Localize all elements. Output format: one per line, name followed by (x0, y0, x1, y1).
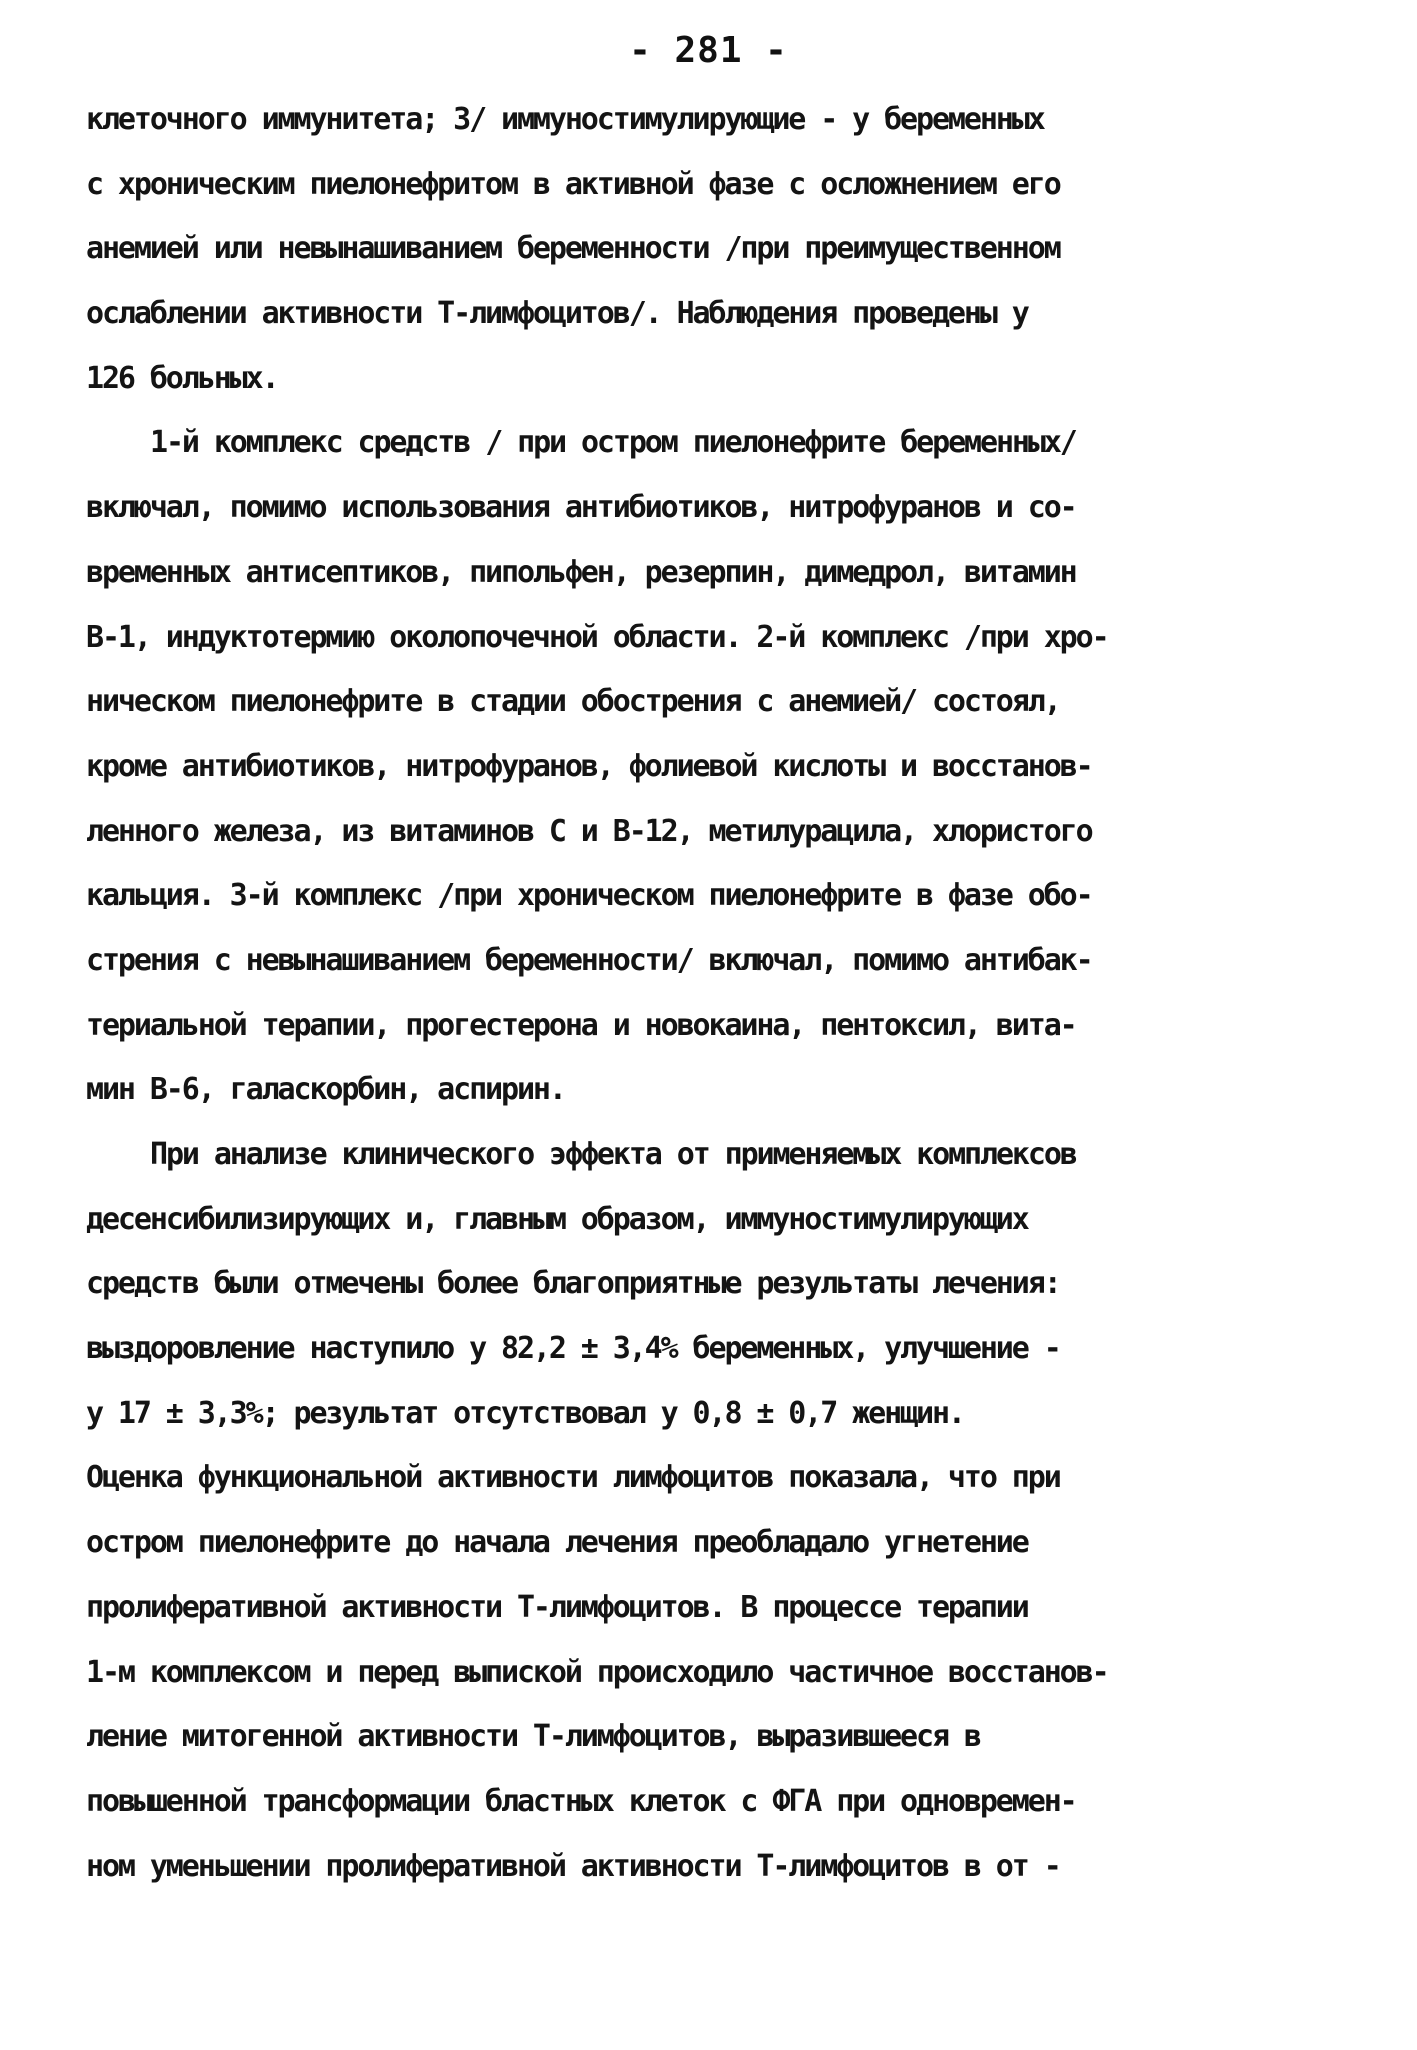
text-line: выздоровление наступило у 82,2 ± 3,4% беременных, улучшение - (86, 1331, 1060, 1367)
text-line: ленного железа, из витаминов С и В-12, метилурацила, хлористого (86, 813, 1092, 849)
text-line: стрения с невынашиванием беременности/ включал, помимо антибак- (86, 942, 1092, 978)
paragraph-start-line: При анализе клинического эффекта от применяемых комплексов (150, 1137, 1076, 1172)
text-line: остром пиелонефрите до начала лечения преобладало угнетение (86, 1525, 1028, 1561)
text-line: у 17 ± 3,3%; результат отсутствовал у 0,8 ± 0,7 женщин. (86, 1395, 964, 1431)
paragraph-start-line: 1-й комплекс средств / при остром пиелонефрите беременных/ (150, 425, 1076, 461)
text-line: анемией или невынашиванием беременности /при преимущественном (86, 231, 1060, 267)
text-line: временных антисептиков, пипольфен, резерпин, димедрол, витамин (86, 554, 1076, 590)
text-line: кальция. 3-й комплекс /при хроническом пиелонефрите в фазе обо- (86, 878, 1092, 914)
text-line: В-1, индуктотермию околопочечной области. 2-й комплекс /при хро- (86, 619, 1108, 655)
text-line: 126 больных. (86, 360, 278, 396)
text-line: ление митогенной активности Т-лимфоцитов, выразившееся в (86, 1719, 980, 1755)
text-line: териальной терапии, прогестерона и новокаина, пентоксил, вита- (86, 1007, 1076, 1043)
text-line: ном уменьшении пролиферативной активности Т-лимфоцитов в от - (86, 1848, 1060, 1884)
text-line: Оценка функциональной активности лимфоцитов показала, что при (86, 1460, 1060, 1496)
page-number: - 281 - (629, 30, 788, 71)
text-line: клеточного иммунитета; 3/ иммуностимулирующие - у беременных (86, 102, 1044, 137)
text-line: ническом пиелонефрите в стадии обострения с анемией/ состоял, (86, 684, 1060, 720)
body-text (86, 88, 1346, 1899)
text-line: повышенной трансформации бластных клеток с ФГА при одновремен- (86, 1783, 1076, 1819)
text-line: включал, помимо использования антибиотиков, нитрофуранов и со- (86, 490, 1076, 526)
text-line: пролиферативной активности Т-лимфоцитов. В процессе терапии (86, 1589, 1028, 1625)
text-line: мин В-6, галаскорбин, аспирин. (86, 1072, 565, 1108)
text-line: 1-м комплексом и перед выпиской происходило частичное восстанов- (86, 1654, 1108, 1690)
text-line: ослаблении активности Т-лимфоцитов/. Наблюдения проведены у (86, 296, 1028, 332)
text-line: десенсибилизирующих и, главным образом, иммуностимулирующих (86, 1201, 1028, 1237)
text-line: с хроническим пиелонефритом в активной фазе с осложнением его (86, 166, 1060, 202)
text-line: средств были отмечены более благоприятные результаты лечения: (86, 1266, 1060, 1302)
text-line: кроме антибиотиков, нитрофуранов, фолиевой кислоты и восстанов- (86, 748, 1092, 784)
